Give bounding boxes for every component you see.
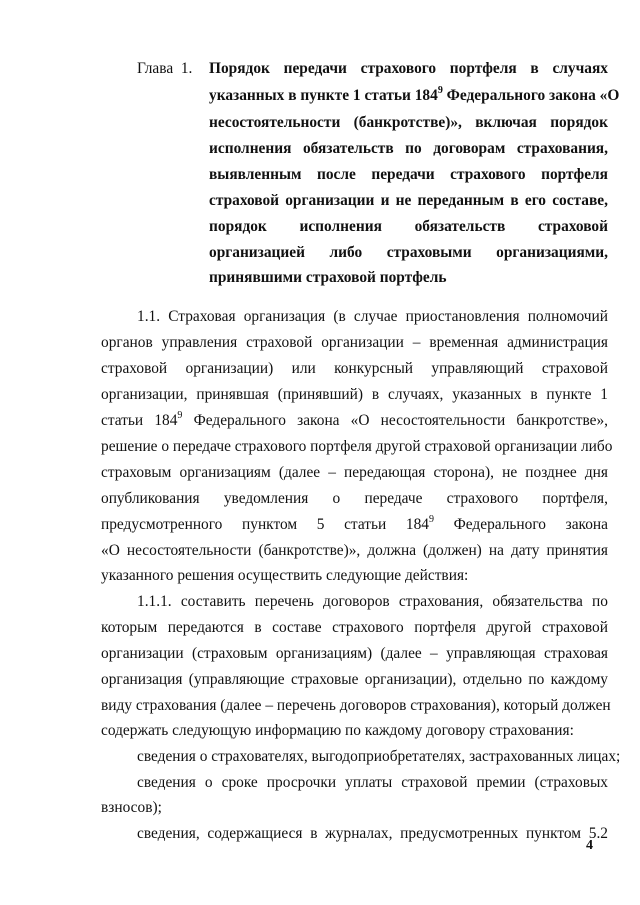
p2-line-1: 1.1.1. составить перечень договоров страхования, обязательства по	[137, 593, 608, 610]
p2-line-5: виду страхования (далее – перечень договоров страхования), который должен	[101, 697, 611, 714]
p1-line-8: опубликования уведомления о передаче страхового портфеля,	[101, 490, 608, 507]
p2-line-6: содержать следующую информацию по каждому договору страхования:	[101, 722, 574, 739]
chapter-title-line-4: исполнения обязательств по договорам страхования,	[209, 140, 608, 157]
chapter-title-line-2: указанных в пункте 1 статьи $184^9$ Федерального закона «О	[209, 84, 620, 104]
p1-line-11: указанного решения осуществить следующие действия:	[101, 567, 469, 584]
chapter-title-line-7: порядок исполнения обязательств страховой	[209, 218, 608, 235]
p1-line-6: решение о передаче страхового портфеля другой страховой организации либо	[101, 438, 613, 455]
chapter-title-line-6: страховой организации и не переданным в его составе,	[209, 192, 608, 209]
p1-line-2: органов управления страховой организации – временная администрация	[101, 334, 608, 351]
chapter-title-line-3: несостоятельности (банкротстве)», включая порядок	[209, 114, 608, 131]
chapter-title-line-9: принявшими страховой портфель	[209, 269, 447, 286]
p5-line-1: сведения, содержащиеся в журналах, предусмотренных пунктом 5.2	[137, 825, 608, 842]
p4-line-1: сведения о сроке просрочки уплаты страховой премии (страховых	[137, 774, 608, 791]
chapter-title-line-8: организацией либо страховыми организациями,	[209, 244, 608, 261]
p1-line-10: «О несостоятельности (банкротстве)», должна (должен) на дату принятия	[101, 542, 608, 559]
p1-line-5: статьи $184^9$ Федерального закона «О несостоятельности банкротстве»,	[101, 409, 608, 429]
page-number: 4	[586, 838, 593, 853]
p4-line-2: взносов);	[101, 799, 162, 816]
p3-line-1: сведения о страхователях, выгодоприобретателях, застрахованных лицах;	[137, 748, 621, 765]
p1-line-7: страховым организациям (далее – передающая сторона), не позднее дня	[101, 464, 608, 481]
chapter-title-line-5: выявленным после передачи страхового портфеля	[209, 166, 608, 183]
p1-line-3: страховой организации) или конкурсный управляющий страховой	[101, 360, 608, 377]
chapter-title-line-1: Порядок передачи страхового портфеля в случаях	[209, 60, 608, 77]
p2-line-3: организации (страховым организациям) (далее – управляющая страховая	[101, 645, 608, 662]
p1-line-4: организации, принявшая (принявший) в случаях, указанных в пункте 1	[101, 386, 608, 403]
p1-line-1: 1.1. Страховая организация (в случае приостановления полномочий	[137, 308, 608, 325]
chapter-label: Глава 1.	[137, 60, 193, 77]
p2-line-2: которым передаются в составе страхового портфеля другой страховой	[101, 619, 608, 636]
p2-line-4: организация (управляющие страховые организации), отдельно по каждому	[101, 671, 608, 688]
p1-line-9: предусмотренного пунктом 5 статьи $184^9$ Федерального закона	[101, 513, 608, 533]
